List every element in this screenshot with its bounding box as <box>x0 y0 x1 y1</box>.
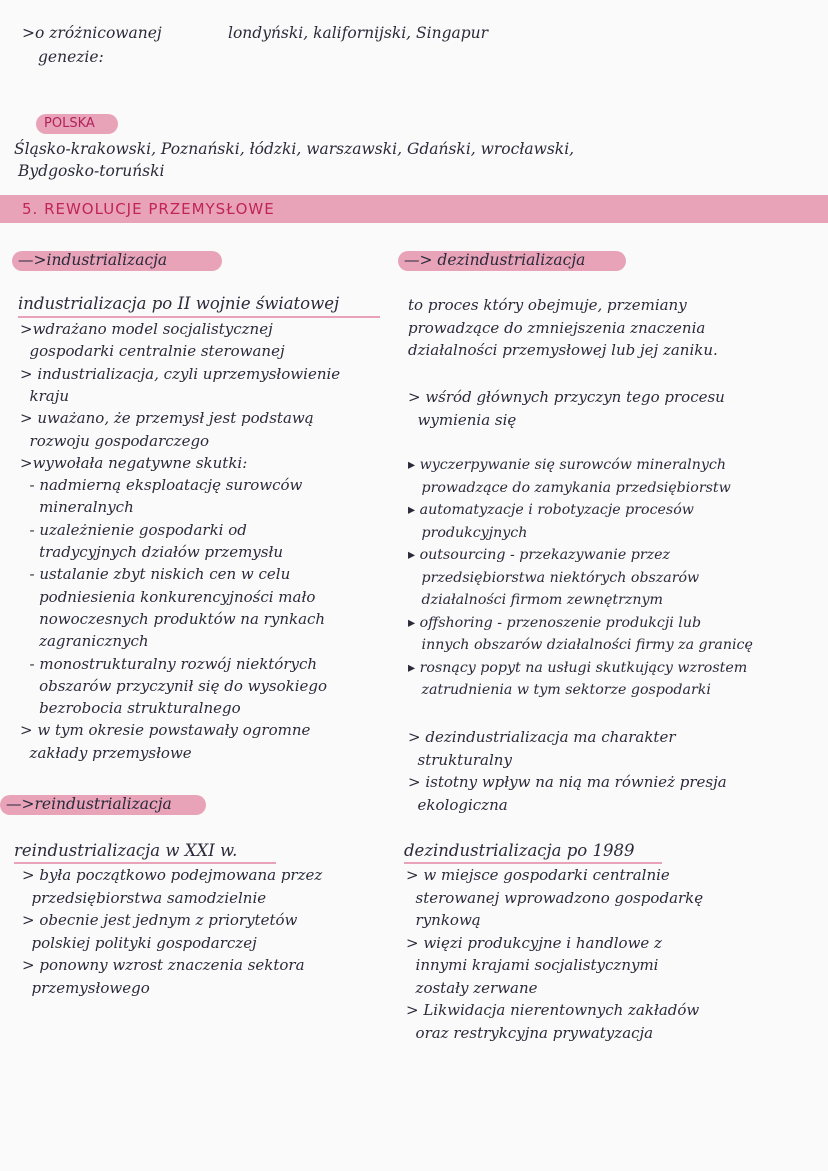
reindustrialization-pill-label: —>reindustrializacja <box>6 795 172 813</box>
list-item: nowoczesnych produktów na rynkach <box>20 609 326 628</box>
list-item: zagranicznych <box>20 632 149 651</box>
list-item: rozwoju gospodarczego <box>20 431 210 450</box>
list-item: gospodarki centralnie sterowanej <box>20 342 285 361</box>
list-item: bezrobocia strukturalnego <box>20 699 241 718</box>
list-item: >wywołała negatywne skutki: <box>20 453 248 472</box>
list-item: > więzi produkcyjne i handlowe z <box>406 933 662 952</box>
list-item: wymienia się <box>408 410 517 429</box>
list-item: przedsiębiorstwa niektórych obszarów <box>408 569 700 586</box>
list-item: - uzależnienie gospodarki od <box>20 520 247 539</box>
list-item: - ustalanie zbyt niskich cen w celu <box>20 565 291 584</box>
list-item: produkcyjnych <box>408 524 528 541</box>
list-item: - monostrukturalny rozwój niektórych <box>20 654 318 673</box>
list-item: oraz restrykcyjna prywatyzacja <box>406 1023 654 1042</box>
list-item: > industrializacja, czyli uprzemysłowienie <box>20 364 341 383</box>
deindustrialization-1989-heading: dezindustrializacja po 1989 <box>404 841 635 860</box>
list-item: zakłady przemysłowe <box>20 743 192 762</box>
list-item: > istotny wpływ na nią ma również presja <box>408 773 727 791</box>
list-item: rynkową <box>406 911 481 929</box>
list-item: innych obszarów działalności firmy za granicę <box>408 637 753 653</box>
genesis-label: genezie: <box>38 48 104 66</box>
list-item: >wdrażano model socjalistycznej <box>20 320 273 338</box>
list-item: mineralnych <box>20 498 134 517</box>
section-title: 5. REWOLUCJE PRZEMYSŁOWE <box>22 200 275 218</box>
list-item: prowadzące do zmniejszenia znaczenia <box>408 318 706 337</box>
list-item: innymi krajami socjalistycznymi <box>406 956 659 974</box>
industrialization-heading: industrializacja po II wojnie światowej <box>18 294 340 313</box>
list-item: sterowanej wprowadzono gospodarkę <box>406 888 704 907</box>
list-item: to proces który obejmuje, przemiany <box>408 296 687 314</box>
list-item: > była początkowo podejmowana przez <box>22 866 323 884</box>
list-item: prowadzące do zamykania przedsiębiorstw <box>408 479 731 496</box>
list-item: ▸ automatyzacje i robotyzacje procesów <box>408 502 694 518</box>
list-item: - nadmierną eksploatację surowców <box>20 476 303 495</box>
genesis-prefix: >o zróżnicowanej <box>22 24 162 42</box>
list-item: > dezindustrializacja ma charakter <box>408 728 676 746</box>
list-item: zatrudnienia w tym sektorze gospodarki <box>408 682 711 698</box>
list-item: > obecnie jest jednym z priorytetów <box>22 911 298 929</box>
list-item: zostały zerwane <box>406 978 538 997</box>
list-item: > w miejsce gospodarki centralnie <box>406 866 670 884</box>
list-item: > wśród głównych przyczyn tego procesu <box>408 388 725 406</box>
list-item: obszarów przyczynił się do wysokiego <box>20 676 328 695</box>
list-item: przedsiębiorstwa samodzielnie <box>22 888 267 907</box>
list-item: > w tym okresie powstawały ogromne <box>20 721 311 740</box>
list-item: ▸ wyczerpywanie się surowców mineralnych <box>408 457 726 473</box>
list-item: działalności przemysłowej lub jej zaniku. <box>408 341 718 359</box>
list-item: tradycyjnych działów przemysłu <box>20 543 283 561</box>
list-item: polskiej polityki gospodarczej <box>22 933 257 952</box>
list-item: działalności firmom zewnętrznym <box>408 592 663 608</box>
polska-label: POLSKA <box>44 116 95 131</box>
list-item: > ponowny wzrost znaczenia sektora <box>22 956 305 974</box>
list-item: podniesienia konkurencyjności mało <box>20 587 316 606</box>
list-item: ▸ outsourcing - przekazywanie przez <box>408 547 670 563</box>
list-item: ekologiczna <box>408 795 508 814</box>
list-item: ▸ rosnący popyt na usługi skutkujący wzrostem <box>408 659 748 676</box>
list-item: ▸ offshoring - przenoszenie produkcji lub <box>408 614 702 631</box>
list-item: > Likwidacja nierentownych zakładów <box>406 1001 700 1019</box>
list-item: kraju <box>20 386 70 405</box>
industrialization-pill-label: —>industrializacja <box>18 251 168 269</box>
list-item: przemysłowego <box>22 978 150 997</box>
list-item: > uważano, że przemysł jest podstawą <box>20 409 314 428</box>
polska-line2: Bydgosko-toruński <box>18 162 165 180</box>
polska-line1: Śląsko-krakowski, Poznański, łódzki, warszawski, Gdański, wrocławski, <box>14 140 575 158</box>
reindustrialization-heading: reindustrializacja w XXI w. <box>14 841 238 860</box>
deindustrialization-pill-label: —> dezindustrializacja <box>404 251 586 269</box>
list-item: strukturalny <box>408 750 512 769</box>
genesis-value: londyński, kalifornijski, Singapur <box>228 24 489 42</box>
